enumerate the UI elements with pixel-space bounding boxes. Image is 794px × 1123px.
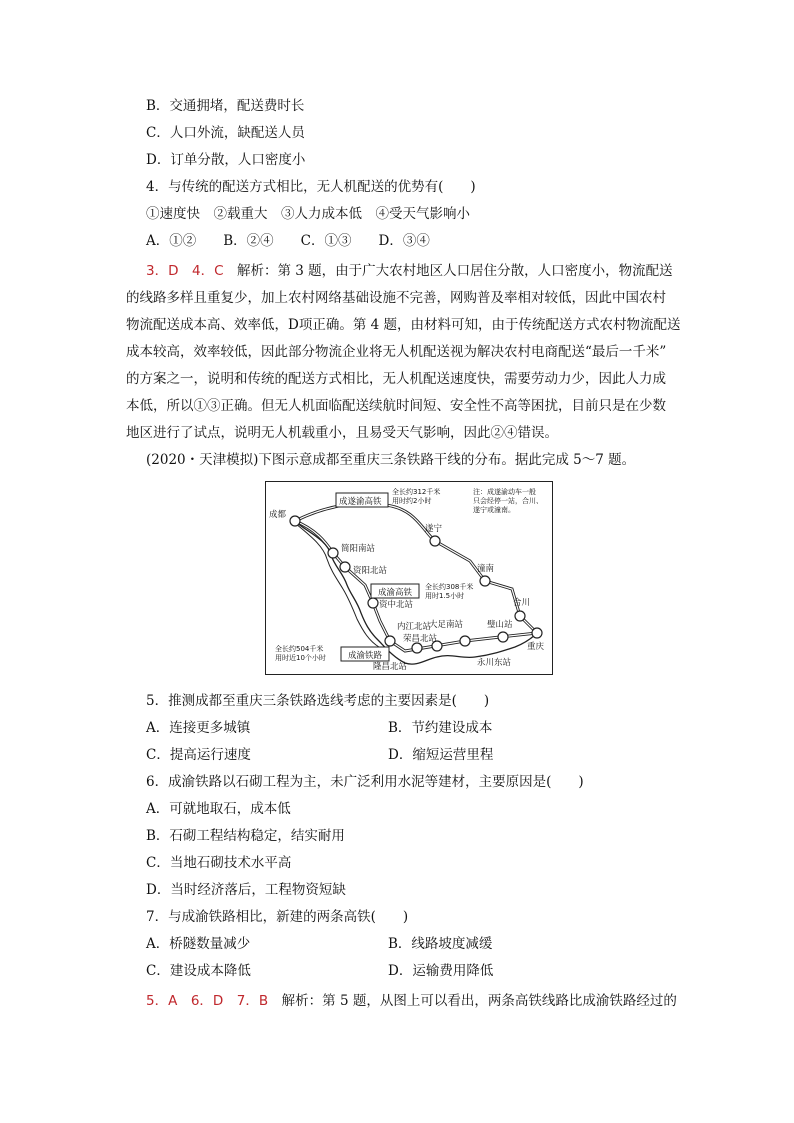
q6-option-c: C．当地石砌技术水平高 <box>146 855 292 871</box>
answer34-text-1: 解析：第 3 题，由于广大农村地区人口居住分散，人口密度小，物流配送 <box>223 263 673 279</box>
note-suiyu-1: 全长约312千米 <box>392 488 441 496</box>
q3-option-d: D．订单分散，人口密度小 <box>146 152 306 168</box>
label-yongchuandong: 永川东站 <box>477 658 512 668</box>
answer34-line-1 <box>146 261 673 281</box>
q3-option-b: B．交通拥堵，配送费时长 <box>146 98 305 114</box>
label-rongchangbei: 荣昌北站 <box>403 634 438 644</box>
q4-stem: 4．与传统的配送方式相比，无人机配送的优势有( ) <box>146 179 476 195</box>
station-jianyang <box>328 548 338 558</box>
intro-5-7: (2020・天津模拟)下图示意成都至重庆三条铁路干线的分布。据此完成 5～7 题。 <box>146 452 636 468</box>
label-suining: 遂宁 <box>425 524 443 534</box>
label-hechuan: 合川 <box>513 598 531 608</box>
station-chongqing <box>532 628 542 638</box>
station-suining <box>430 536 440 546</box>
q6-option-b: B．石砌工程结构稳定，结实耐用 <box>146 828 345 844</box>
answer34-prefix: 3．D 4．C <box>146 263 224 279</box>
q5-option-c: C．提高运行速度 <box>146 747 251 763</box>
box-chengyu-hsr <box>371 584 419 598</box>
box-chengyu <box>341 647 389 661</box>
railway-map <box>265 481 553 675</box>
note-main-3: 遂宁或潼南。 <box>473 506 515 514</box>
label-dazunan: 大足南站 <box>429 620 464 630</box>
q5-stem: 5．推测成都至重庆三条铁路选线考虑的主要因素是( ) <box>146 693 490 709</box>
station-zizhongbei <box>368 598 378 608</box>
q7-option-a: A．桥隧数量减少 <box>146 936 251 952</box>
answer34-line-2: 的线路多样且重复少，加上农村网络基础设施不完善，网购普及率相对较低，因此中国农村 <box>126 290 666 306</box>
station-tongnan <box>480 576 490 586</box>
station-rongchangbei <box>412 643 422 653</box>
svg-text:成遂渝高铁: 成遂渝高铁 <box>339 497 382 507</box>
q3-option-c: C．人口外流，缺配送人员 <box>146 125 305 141</box>
label-ziyangbei: 资阳北站 <box>353 566 388 576</box>
svg-text:成渝铁路: 成渝铁路 <box>348 651 383 661</box>
station-ziyangbei <box>340 562 350 572</box>
answer34-line-6: 本低，所以①③正确。但无人机面临配送续航时间短、安全性不高等困扰，目前只是在少数 <box>126 398 666 414</box>
svg-text:成渝高铁: 成渝高铁 <box>378 588 413 598</box>
station-chengdu <box>290 516 300 526</box>
q7-option-c: C．建设成本降低 <box>146 963 251 979</box>
note-hsr-2: 用时1.5小时 <box>425 592 465 600</box>
q5-option-b: B．节约建设成本 <box>388 720 493 736</box>
label-neijiangbei: 内江北站 <box>397 622 432 632</box>
label-bishan: 璧山站 <box>487 620 513 630</box>
label-chengdu: 成都 <box>269 510 287 520</box>
box-suiyu <box>336 493 388 507</box>
answer34-line-5: 的方案之一，说明和传统的配送方式相比，无人机配送速度快，需要劳动力少，因此人力成 <box>126 371 666 387</box>
station-bishan <box>498 632 508 642</box>
label-zizhongbei: 资中北站 <box>379 600 414 610</box>
q7-stem: 7．与成渝铁路相比，新建的两条高铁( ) <box>146 909 409 925</box>
note-hsr-1: 全长约308千米 <box>425 583 474 591</box>
q6-stem: 6．成渝铁路以石砌工程为主，未广泛利用水泥等建材，主要原因是( ) <box>146 774 584 790</box>
q7-option-b: B．线路坡度减缓 <box>388 936 493 952</box>
answer57-line <box>146 991 677 1011</box>
label-jianyang: 简阳南站 <box>341 544 376 554</box>
q6-option-d: D．当时经济落后，工程物资短缺 <box>146 882 346 898</box>
label-tongnan: 潼南 <box>477 564 495 574</box>
q4-options: A．①② B．②④ C．①③ D．③④ <box>146 233 430 249</box>
note-suiyu-2: 用时约2小时 <box>392 497 432 505</box>
station-hechuan <box>515 611 525 621</box>
q5-option-a: A．连接更多城镇 <box>146 720 251 736</box>
q5-option-d: D．缩短运营里程 <box>388 747 494 763</box>
answer34-line-3: 物流配送成本高、效率低，D项正确。第 4 题，由材料可知，由于传统配送方式农村物流配送 <box>126 317 681 333</box>
answer34-line-7: 地区进行了试点，说明无人机载重小，且易受天气影响，因此②④错误。 <box>126 425 558 441</box>
q6-option-a: A．可就地取石，成本低 <box>146 801 291 817</box>
note-old-2: 用时近10个小时 <box>275 654 326 662</box>
q4-items: ①速度快 ②载重大 ③人力成本低 ④受天气影响小 <box>146 206 470 222</box>
answer57-prefix: 5．A 6．D 7．B <box>146 993 269 1009</box>
label-longchangbei: 隆昌北站 <box>373 662 408 672</box>
label-chongqing: 重庆 <box>527 642 545 652</box>
station-yongchuandong <box>460 636 470 646</box>
note-old-1: 全长约504千米 <box>275 645 324 653</box>
station-neijiangbei <box>385 636 395 646</box>
note-main-1: 注：成遂渝动车一般 <box>473 488 536 496</box>
answer34-line-4: 成本较高，效率较低，因此部分物流企业将无人机配送视为解决农村电商配送“最后一千米” <box>126 344 667 360</box>
q7-option-d: D．运输费用降低 <box>388 963 494 979</box>
answer57-text: 解析：第 5 题，从图上可以看出，两条高铁线路比成渝铁路经过的 <box>268 993 677 1009</box>
note-main-2: 只会经停一站，合川、 <box>473 497 543 505</box>
